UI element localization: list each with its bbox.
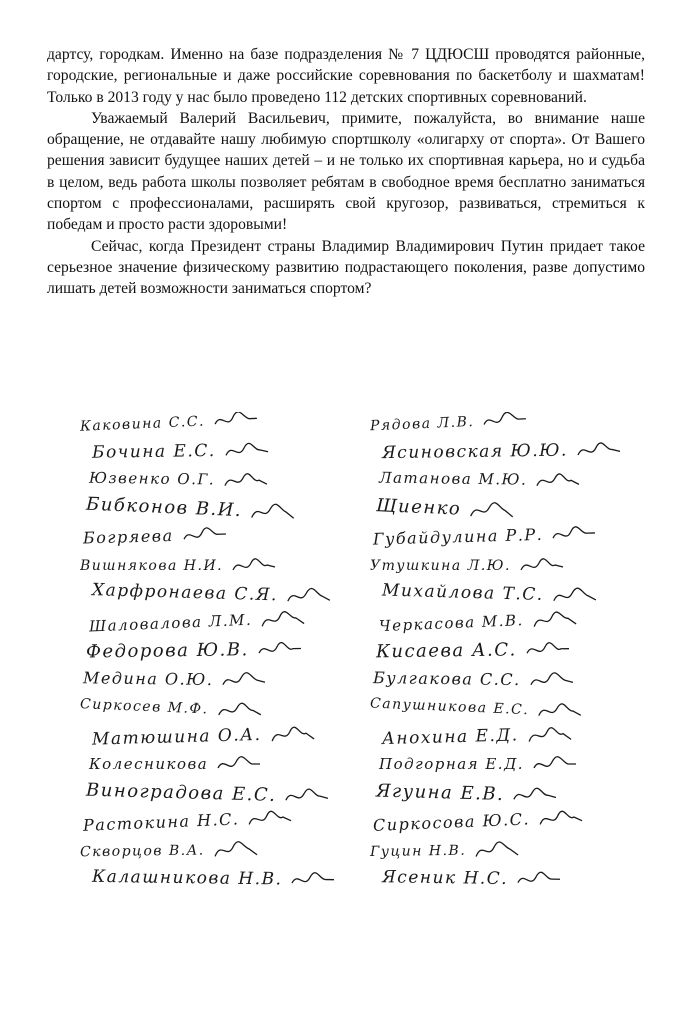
signature-entry bbox=[376, 639, 571, 664]
signature-name: Гуцин Н.В. bbox=[369, 842, 467, 860]
signature-scribble-icon bbox=[531, 607, 578, 631]
signature-scribble-icon bbox=[181, 524, 228, 547]
signature-name: Вишнякова Н.И. bbox=[80, 557, 224, 574]
signature-name: Кисаева А.С. bbox=[375, 639, 517, 663]
signature-name: Анохина Е.Д. bbox=[381, 724, 519, 749]
signature-column-left bbox=[80, 412, 380, 912]
signature-scribble-icon bbox=[526, 723, 573, 746]
signature-entry bbox=[92, 439, 270, 463]
signature-scribble-icon bbox=[525, 639, 571, 662]
signature-name: Ягуина Е.В. bbox=[375, 779, 505, 805]
signature-scribble-icon bbox=[482, 412, 529, 433]
signature-name: Харфронаева С.Я. bbox=[91, 580, 279, 606]
signature-name: Медина О.Ю. bbox=[82, 667, 214, 689]
signature-scribble-icon bbox=[290, 869, 336, 892]
signature-scribble-icon bbox=[212, 412, 259, 432]
signature-scribble-icon bbox=[284, 785, 331, 808]
signature-scribble-icon bbox=[512, 784, 559, 807]
signature-scribble-icon bbox=[213, 838, 259, 861]
signature-entry bbox=[370, 838, 521, 862]
signature-entry bbox=[376, 780, 559, 807]
signature-scribble-icon bbox=[551, 585, 598, 608]
signature-scribble-icon bbox=[224, 439, 270, 462]
signature-list bbox=[80, 412, 640, 912]
signature-entry bbox=[89, 607, 307, 638]
signature-entry bbox=[80, 412, 259, 438]
signature-entry bbox=[382, 723, 573, 750]
signature-entry bbox=[382, 580, 598, 608]
signature-name: Латанова М.Ю. bbox=[378, 468, 528, 489]
signature-name: Богряева bbox=[82, 525, 174, 548]
signature-name: Щиенко bbox=[375, 494, 462, 520]
signature-name: Черкасова М.В. bbox=[378, 610, 525, 635]
signature-entry bbox=[376, 495, 516, 523]
signature-entry bbox=[382, 439, 622, 464]
signature-scribble-icon bbox=[250, 500, 297, 524]
signature-name: Каковина С.С. bbox=[80, 413, 206, 435]
signature-entry bbox=[379, 754, 578, 776]
signature-scribble-icon bbox=[474, 838, 520, 861]
paragraph-appeal: Уважаемый Валерий Васильевич, примите, пожалуйста, во внимание наше обращение, не отдавайте нашу любимую спортшколу «олигарху от спорта». От Вашего решения зависит будущее наших детей – и не только их спортивная карьера, но и судьба в целом, ведь работа школы позволяет ребятам в свободное время бесплатно заниматься спортом с профессионалами, расширять свой кругозор, развиваться, стремиться к победам и просто расти здоровыми! bbox=[47, 109, 645, 234]
signature-name: Михайлова Т.С. bbox=[381, 580, 544, 605]
signature-entry bbox=[379, 607, 579, 637]
signature-entry bbox=[92, 722, 316, 750]
signature-entry bbox=[80, 838, 259, 862]
signature-scribble-icon bbox=[221, 669, 267, 692]
signature-scribble-icon bbox=[519, 555, 565, 577]
signature-entry bbox=[83, 667, 268, 692]
signature-entry bbox=[86, 638, 303, 663]
signature-entry bbox=[86, 493, 297, 524]
signature-name: Сапушникова Е.С. bbox=[369, 695, 530, 719]
signature-scribble-icon bbox=[223, 470, 269, 493]
signature-entry bbox=[89, 754, 262, 776]
signature-scribble-icon bbox=[286, 585, 333, 608]
signature-scribble-icon bbox=[516, 869, 562, 892]
signature-entry bbox=[92, 580, 332, 609]
signature-scribble-icon bbox=[537, 700, 584, 724]
signature-name: Бочина Е.С. bbox=[91, 440, 216, 463]
signature-entry bbox=[80, 693, 263, 723]
signature-name: Сиркосова Ю.С. bbox=[372, 809, 531, 835]
signature-scribble-icon bbox=[216, 754, 262, 776]
signature-name: Ясеник Н.С. bbox=[381, 867, 509, 890]
signature-name: Булгакова С.С. bbox=[372, 667, 521, 689]
signature-name: Ясиновская Ю.Ю. bbox=[381, 440, 569, 463]
letter-body bbox=[47, 44, 645, 300]
signature-name: Скворцов В.А. bbox=[80, 842, 205, 860]
signature-entry bbox=[379, 468, 582, 493]
signature-name: Юзвенко О.Г. bbox=[88, 468, 216, 489]
signature-scribble-icon bbox=[551, 523, 598, 546]
signature-scribble-icon bbox=[269, 722, 316, 745]
signature-scribble-icon bbox=[528, 669, 574, 692]
signature-name: Матюшина О.А. bbox=[91, 724, 262, 750]
signature-entry bbox=[86, 779, 331, 808]
signature-entry bbox=[370, 555, 565, 577]
signature-entry bbox=[370, 412, 529, 437]
signature-entry bbox=[382, 867, 562, 892]
signature-name: Калашникова Н.В. bbox=[91, 866, 283, 890]
paragraph-president: Сейчас, когда Президент страны Владимир Владимирович Путин придает такое серьезное значение физическому развитию подрастающего поколения, разве допустимо лишать детей возможности заниматься спортом? bbox=[47, 237, 645, 298]
signature-scribble-icon bbox=[576, 439, 622, 462]
paragraph-continuation: дартсу, городкам. Именно на базе подразделения № 7 ЦДЮСШ проводятся районные, городские, региональные и даже российские соревнования по баскетболу и шахматам! Только в 2013 году у нас было проведено 112 детских спортивных соревнований. bbox=[47, 46, 645, 106]
signature-name: Виноградова Е.С. bbox=[85, 779, 277, 806]
signature-name: Шаловалова Л.М. bbox=[88, 610, 253, 636]
signature-entry bbox=[89, 468, 269, 493]
signature-entry bbox=[83, 807, 294, 838]
signature-scribble-icon bbox=[532, 754, 578, 776]
signature-name: Федорова Ю.В. bbox=[85, 639, 249, 663]
signature-scribble-icon bbox=[231, 555, 277, 577]
signature-scribble-icon bbox=[469, 498, 516, 522]
signature-name: Утушкина Л.Ю. bbox=[370, 557, 511, 574]
signature-scribble-icon bbox=[538, 807, 585, 831]
signature-entry bbox=[373, 807, 585, 838]
signature-name: Бибконов В.И. bbox=[85, 493, 243, 521]
signature-name: Подгорная Е.Д. bbox=[379, 755, 525, 773]
signature-entry bbox=[373, 523, 598, 551]
signature-name: Колесникова bbox=[89, 755, 209, 773]
signature-name: Сиркосев М.Ф. bbox=[80, 696, 209, 718]
signature-entry bbox=[83, 524, 228, 550]
signature-scribble-icon bbox=[260, 607, 307, 631]
signature-scribble-icon bbox=[247, 807, 294, 831]
signature-scribble-icon bbox=[216, 699, 263, 723]
signature-entry bbox=[370, 693, 584, 724]
signature-scribble-icon bbox=[535, 470, 581, 493]
signature-entry bbox=[373, 667, 575, 692]
signature-name: Рядова Л.В. bbox=[369, 413, 475, 435]
signature-name: Губайдулина Р.Р. bbox=[372, 524, 544, 549]
signature-scribble-icon bbox=[257, 638, 303, 661]
signature-entry bbox=[92, 866, 337, 891]
signature-column-right bbox=[370, 412, 640, 912]
signature-entry bbox=[80, 555, 277, 577]
signature-name: Растокина Н.С. bbox=[82, 809, 240, 835]
